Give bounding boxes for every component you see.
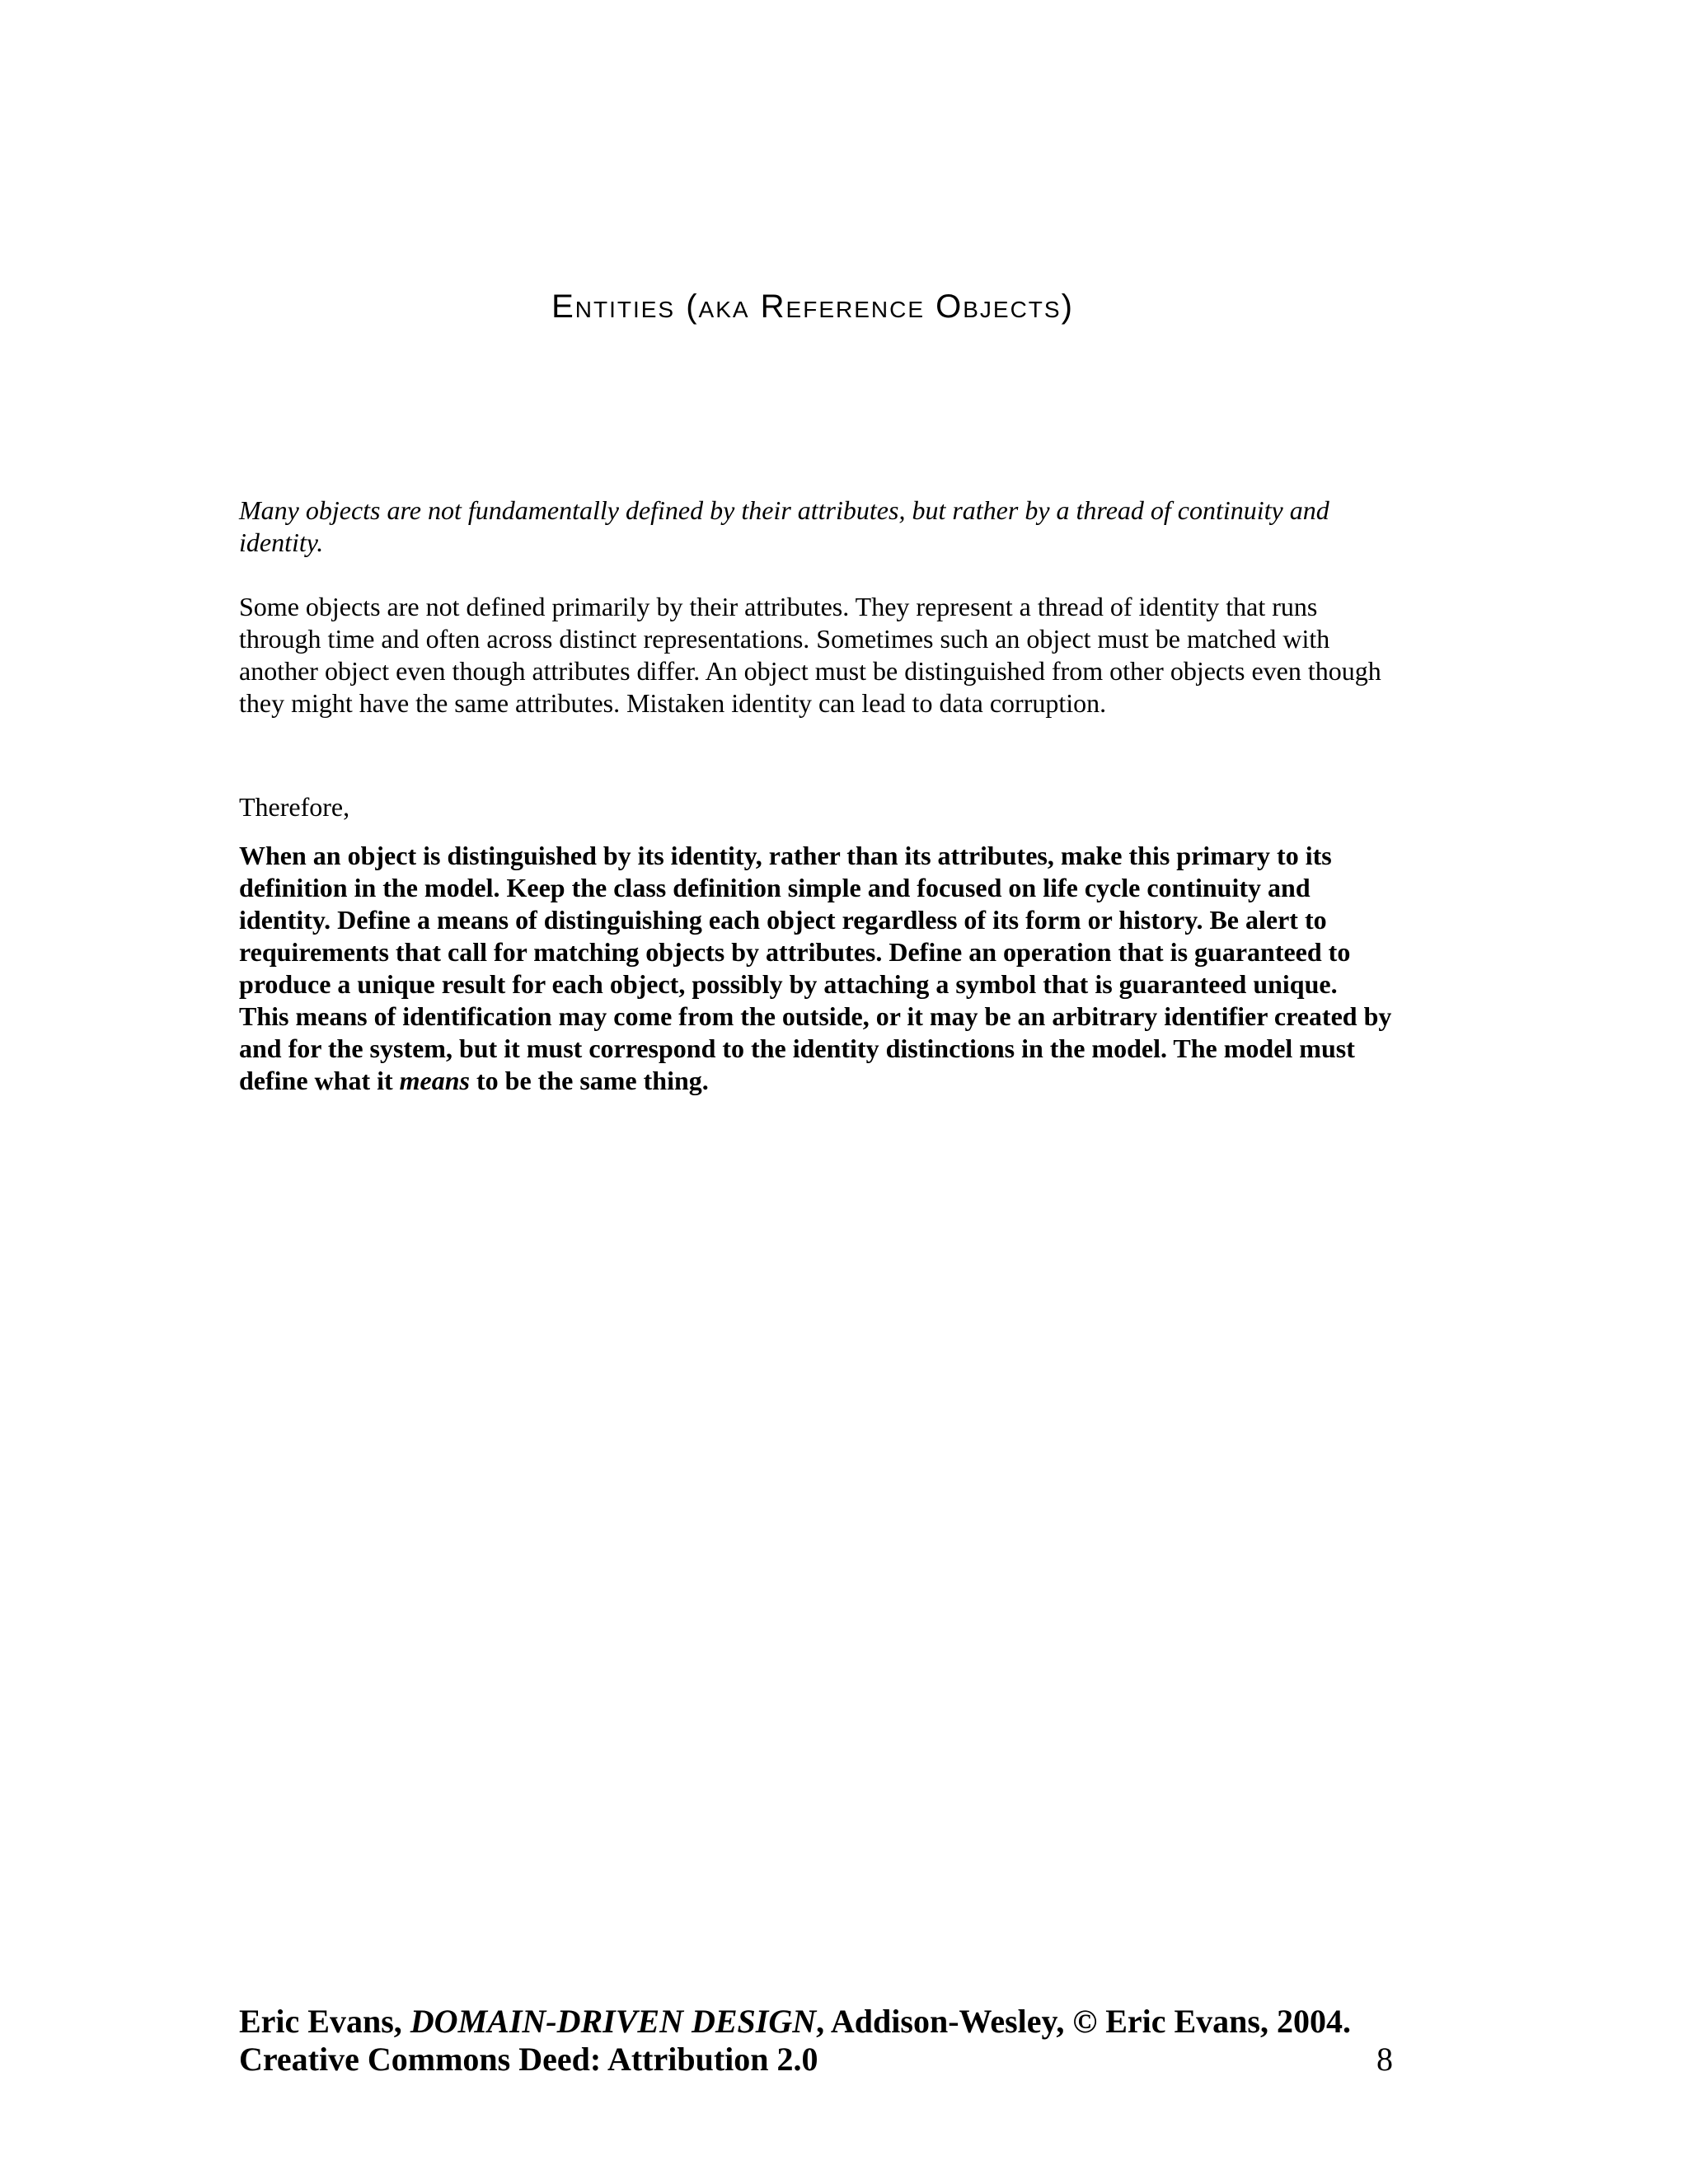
footer-citation <box>239 2003 1393 2041</box>
intro-paragraph: Many objects are not fundamentally defined by their attributes, but rather by a thread of continuity and identity. <box>239 495 1329 557</box>
footer-author: Eric Evans, <box>239 2003 410 2040</box>
pattern-text: When an object is distinguished by its identity, rather than its attributes, make this primary to its definition in the model. Keep the class definition simple and focused on life cycle continuity and identity. Define a means of distinguishing each object regardless of its form or history. Be alert to requirements that call for matching objects by attributes. Define an operation that is guaranteed to produce a unique result for each object, possibly by attaching a symbol that is guaranteed unique. This means of identification may come from the outside, or it may be an arbitrary identifier created by and for the system, but it must correspond to the identity distinctions in the model. The model must define what it <box>239 841 1392 1095</box>
pattern-text-end: to be the same thing. <box>470 1066 709 1095</box>
footer-publisher: , Addison-Wesley, © Eric Evans, 2004. <box>816 2003 1351 2040</box>
therefore-label: Therefore, <box>239 792 350 822</box>
footer-license: Creative Commons Deed: Attribution 2.0 <box>239 2041 818 2078</box>
pattern-emphasis: means <box>399 1066 470 1095</box>
pattern-statement <box>239 840 1393 1097</box>
footer <box>239 2003 1393 2079</box>
description-paragraph: Some objects are not defined primarily by their attributes. They represent a thread of identity that runs through time and often across distinct representations. Sometimes such an object must be matched with another object even though attributes differ. An object must be distinguished from other objects even though they might have the same attributes. Mistaken identity can lead to data corruption. <box>239 592 1381 718</box>
page-number: 8 <box>1376 2041 1393 2078</box>
page-title: Entities (aka Reference Objects) <box>551 288 1074 325</box>
footer-book-title: DOMAIN-DRIVEN DESIGN <box>410 2003 817 2040</box>
